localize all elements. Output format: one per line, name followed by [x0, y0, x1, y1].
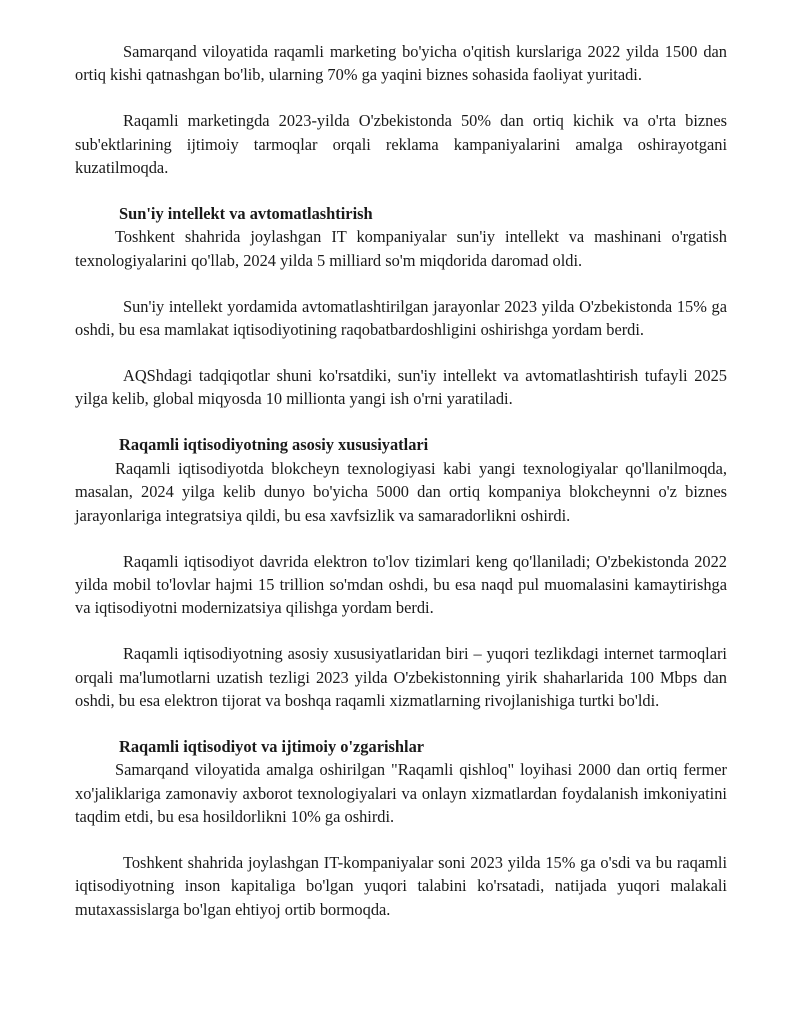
section-heading: Raqamli iqtisodiyot va ijtimoiy o'zgarishlar [119, 736, 425, 756]
paragraph: Raqamli iqtisodiyotda blokcheyn texnologiyasi kabi yangi texnologiyalar qo'llanilmoqda, masalan, 2024 yilga kelib dunyo bo'yicha 5000 dan ortiq kompaniya blokcheynni o'z biznes jarayonlariga integratsiya qildi, bu esa xavfsizlik va samaradorlikni oshirdi. [75, 458, 727, 525]
paragraph: Raqamli iqtisodiyotning asosiy xususiyatlaridan biri – yuqori tezlikdagi internet tarmoqlari orqali ma'lumotlarni uzatish tezligi 2023 yilda O'zbekistonning yirik shaharlarida 100 Mbps dan oshdi, bu esa elektron tijorat va boshqa raqamli xizmatlarning rivojlanishiga turtki bo'ldi. [75, 644, 727, 711]
paragraph: Toshkent shahrida joylashgan IT-kompaniyalar soni 2023 yilda 15% ga o'sdi va bu raqamli iqtisodiyotning inson kapitaliga bo'lgan yuqori talabini ko'rsatadi, natijada yuqori malakali mutaxassislarga bo'lgan ehtiyoj ortib bormoqda. [75, 853, 727, 919]
paragraph: Sun'iy intellekt yordamida avtomatlashtirilgan jarayonlar 2023 yilda O'zbekistonda 15% ga oshdi, bu esa mamlakat iqtisodiyotining raqobatbardoshligini oshirishga yordam berdi. [75, 296, 727, 340]
section-heading: Sun'iy intellekt va avtomatlashtirish [119, 204, 373, 224]
paragraph: Raqamli marketingda 2023-yilda O'zbekistonda 50% dan ortiq kichik va o'rta biznes sub'ektlarining ijtimoiy tarmoqlar orqali reklama kampaniyalarini amalga oshirayotgani kuzatilmoqda. [75, 111, 727, 178]
paragraph: Samarqand viloyatida amalga oshirilgan "Raqamli qishloq" loyihasi 2000 dan ortiq fermer xo'jaliklariga zamonaviy axborot texnologiyalari va onlayn xizmatlardan foydalanish imkoniyatini taqdim etdi, bu esa hosildorlikni 10% ga oshirdi. [75, 760, 727, 827]
paragraph: Toshkent shahrida joylashgan IT kompaniyalar sun'iy intellekt va mashinani o'rgatish texnologiyalarini qo'llab, 2024 yilda 5 milliard so'm miqdorida daromad oldi. [75, 227, 727, 270]
section-heading: Raqamli iqtisodiyotning asosiy xususiyatlari [119, 435, 429, 455]
paragraph: Samarqand viloyatida raqamli marketing bo'yicha o'qitish kurslariga 2022 yilda 1500 dan ortiq kishi qatnashgan bo'lib, ularning 70% ga yaqini biznes sohasida faoliyat yuritadi. [75, 42, 727, 85]
document-page [75, 40, 727, 944]
paragraph: Raqamli iqtisodiyot davrida elektron to'lov tizimlari keng qo'llaniladi; O'zbekistonda 2022 yilda mobil to'lovlar hajmi 15 trillion so'mdan oshdi, bu esa naqd pul muomalasini kamaytirishga va iqtisodiyotni modernizatsiya qilishga yordam berdi. [75, 551, 727, 618]
paragraph: AQShdagi tadqiqotlar shuni ko'rsatdiki, sun'iy intellekt va avtomatlashtirish tufayli 2025 yilga kelib, global miqyosda 10 millionta yangi ish o'rni yaratiladi. [75, 366, 727, 409]
